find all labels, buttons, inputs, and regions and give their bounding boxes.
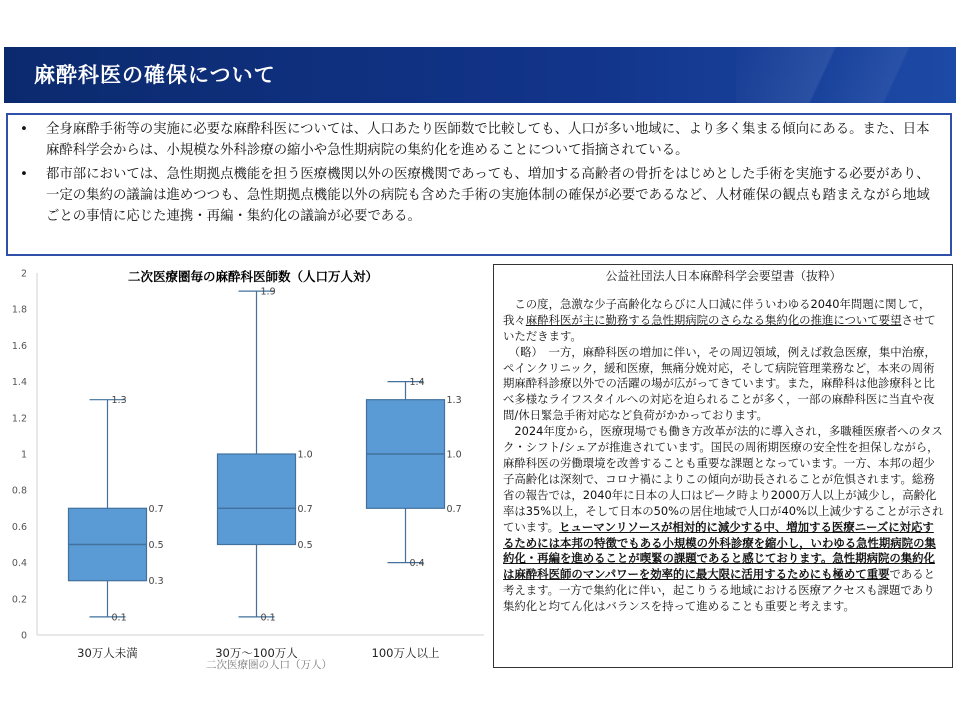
y-tick-label: 1 — [20, 449, 27, 461]
data-label-q1: 0.5 — [297, 540, 313, 551]
excerpt-text: させていただきます。 — [503, 312, 936, 343]
data-label-q3: 0.7 — [148, 503, 164, 515]
iqr-box — [218, 454, 296, 545]
excerpt-heading: 公益社団法人日本麻酔科学会要望書（抜粋） — [605, 269, 842, 283]
data-label-max: 1.9 — [260, 286, 276, 298]
society-request-excerpt — [493, 264, 953, 668]
data-label-min: 0.1 — [260, 612, 276, 624]
data-label-min: 0.1 — [111, 612, 127, 624]
data-label-median: 0.5 — [148, 540, 164, 551]
title-banner — [4, 47, 956, 103]
y-tick-label: 2 — [20, 268, 27, 280]
excerpt-emphasis-text: ヒューマンリソースが相対的に減少する中、増加する医療ニーズに対応するためには本邦の特徴でもある小規模の外科診療を縮小し，いわゆる急性期病院の集約化・再編を進めることが喫緊の課題であると感じております。急性期病院の集約化は麻酔科医師のマンパワーを効率的に最大限に活用するためにも極めて重要 — [503, 519, 936, 582]
data-label-q1: 0.3 — [148, 576, 164, 588]
summary-bullet-text: 都市部においては、急性期拠点機能を担う医療機関以外の医療機関であっても、増加する高齢者の骨折をはじめとした手術を実施する必要があり、一定の集約の議論は進めつつも、急性期拠点機能以外の病院も含めた手術の実施体制の確保が必要であるなど、人材確保の観点も踏まえながら地域ごとの事情に応じた連携・再編・集約化の議論が必要である。 — [46, 167, 930, 224]
x-tick-label: 30万～100万人 — [215, 646, 298, 660]
data-label-min: 0.4 — [409, 558, 425, 570]
bullet-marker: • — [20, 167, 28, 182]
bullet-marker: • — [20, 122, 28, 137]
y-tick-label: 0.6 — [11, 521, 27, 533]
y-tick-label: 0 — [20, 630, 27, 642]
excerpt-text: この度，急激な少子高齢化ならびに人口減に伴ういわゆる2040年問題に関して，我々 — [503, 296, 931, 327]
summary-bullet-text: 全身麻酔手術等の実施に必要な麻酔科医については、人口あたり医師数で比較しても、人口が多い地域に、より多く集まる傾向にある。また、日本麻酔科学会からは、小規模な外科診療の縮小や急性期病院の集約化を進めることについて指摘されている。 — [46, 122, 930, 158]
excerpt-paragraph-3 — [503, 424, 944, 615]
excerpt-text: 2024年度から，医療現場でも働き方改革が法的に導入され，多職種医療者へのタスク・シフト/シェアが推進されています。国民の周術期医療の安全性を担保しながら，麻酔科医の労働環境を改善することも重要な課題となっています。一方、本邦の超少子高齢化は深刻で、コロナ禍によりこの傾向が助長されることが危惧されます。総務省の報告では，2040年に日本の人口はピーク時より2000万人以上が減少し，高齢化率は35%以上，そして日本の50%の居住地域で人口が40%以上減少することが示されています。 — [503, 424, 944, 534]
excerpt-paragraph-1 — [503, 297, 944, 345]
y-tick-label: 1.8 — [11, 304, 27, 316]
summary-box — [6, 113, 952, 256]
summary-bullet — [20, 164, 940, 227]
x-axis-label: 二次医療圏の人口（万人） — [206, 659, 332, 671]
excerpt-paragraph-2: （略） 一方，麻酔科医の増加に伴い，その周辺領域，例えば救急医療，集中治療，ペインクリニック，緩和医療，無痛分娩対応，そして病院管理業務など，本来の周術期麻酔科診療以外での活躍の場が広がってきています。また，麻酔科は他診療科と比べ多様なライフスタイルへの対応を迫られることが多く，一部の麻酔科医に当直や夜間/休日緊急手術対応など負荷がかかっております。 — [503, 344, 936, 423]
boxplot-chart — [0, 262, 486, 682]
data-label-median: 0.7 — [297, 503, 313, 515]
excerpt-text: であると考えます。一方で集約化に伴い，起こりうる地域における医療アクセスも課題であり集約化と均てん化はバランスを持って進めることも重要と考えます。 — [503, 567, 936, 614]
data-label-q3: 1.0 — [297, 449, 313, 461]
page-title: 麻酔科医の確保について — [34, 63, 276, 87]
excerpt-underlined-text: 麻酔科医が主に勤務する急性期病院のさらなる集約化の推進について要望 — [525, 312, 902, 327]
data-label-q3: 1.3 — [446, 395, 462, 407]
data-label-max: 1.3 — [111, 395, 127, 407]
y-tick-label: 1.4 — [11, 377, 27, 389]
y-tick-label: 1.2 — [11, 413, 27, 425]
data-label-median: 1.0 — [446, 449, 462, 461]
y-tick-label: 0.4 — [11, 558, 27, 570]
y-tick-label: 0.2 — [11, 594, 27, 606]
data-label-max: 1.4 — [409, 377, 425, 389]
data-label-q1: 0.7 — [446, 503, 462, 515]
x-tick-label: 30万人未満 — [77, 646, 138, 660]
y-tick-label: 1.6 — [11, 340, 27, 352]
y-tick-label: 0.8 — [11, 485, 27, 497]
banner-decoration — [736, 47, 956, 103]
x-tick-label: 100万人以上 — [371, 646, 440, 660]
summary-bullet — [20, 119, 940, 161]
chart-title: 二次医療圏毎の麻酔科医師数（人口万人対） — [127, 269, 379, 284]
